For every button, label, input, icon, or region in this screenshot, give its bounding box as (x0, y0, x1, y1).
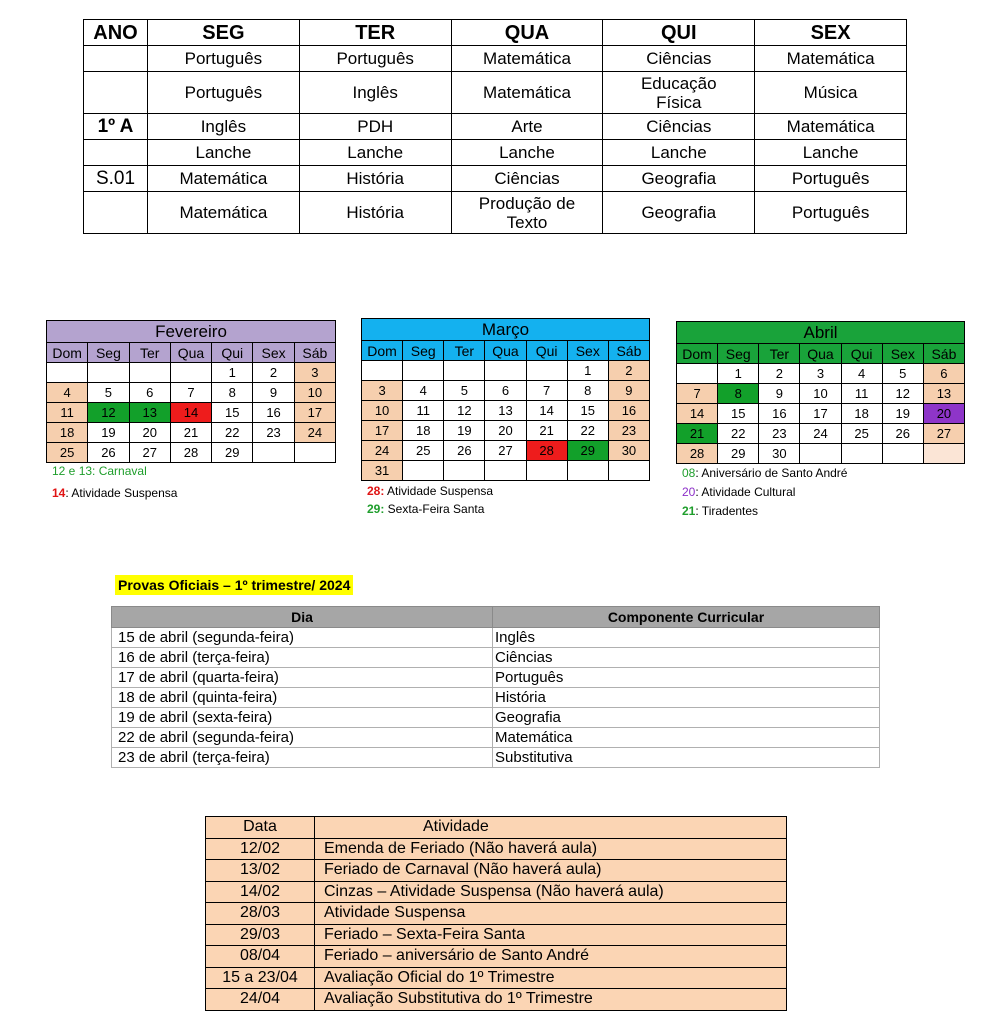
schedule-cell: Ciências (603, 46, 755, 72)
day-cell: 6 (485, 381, 526, 401)
exam-row (112, 748, 880, 768)
calendar-week (47, 403, 336, 423)
activities-table (205, 816, 787, 1011)
day-cell: 15 (567, 401, 608, 421)
day-cell: 12 (882, 384, 923, 404)
calendar-week (47, 443, 336, 463)
calendar-week (47, 363, 336, 383)
schedule-header-seg: SEG (148, 20, 300, 46)
activity-row (206, 924, 787, 946)
day-cell-holiday: 29 (567, 441, 608, 461)
schedule-cell: Inglês (148, 114, 300, 140)
day-cell: 10 (362, 401, 403, 421)
activities-header-row (206, 817, 787, 839)
day-cell: 1 (567, 361, 608, 381)
calendar-week (362, 381, 650, 401)
day-cell-suspended: 28 (526, 441, 567, 461)
day-cell-holiday: 12 (88, 403, 129, 423)
day-cell: 8 (212, 383, 253, 403)
weekday-header: Seg (88, 343, 129, 363)
schedule-cell: PDH (299, 114, 451, 140)
schedule-cell: Geografia (603, 166, 755, 192)
day-cell: 4 (841, 364, 882, 384)
schedule-cell: Ciências (451, 166, 603, 192)
activity-description: Atividade Suspensa (315, 903, 787, 925)
activity-row (206, 989, 787, 1011)
note-text: Sexta-Feira Santa (384, 502, 485, 516)
schedule-row-label (84, 72, 148, 114)
schedule-cell: Matemática (148, 166, 300, 192)
calendar-note (682, 504, 758, 518)
exams-title: Provas Oficiais – 1º trimestre/ 2024 (115, 575, 353, 595)
day-cell: 14 (526, 401, 567, 421)
room-label: S.01 (84, 166, 148, 192)
note-key: 12 e 13 (52, 464, 93, 478)
weekday-header: Sex (882, 344, 923, 364)
day-cell (294, 443, 335, 463)
exam-row (112, 628, 880, 648)
schedule-cell: Lanche (755, 140, 907, 166)
schedule-cell: Lanche (603, 140, 755, 166)
exam-row (112, 708, 880, 728)
day-cell: 24 (294, 423, 335, 443)
weekday-header: Sáb (608, 341, 649, 361)
schedule-row (84, 72, 907, 114)
weekday-header: Sáb (923, 344, 964, 364)
note-text: : Atividade Suspensa (65, 486, 178, 500)
schedule-cell: Português (755, 192, 907, 234)
calendar-week (362, 361, 650, 381)
day-cell: 27 (923, 424, 964, 444)
day-cell: 23 (759, 424, 800, 444)
day-cell: 5 (882, 364, 923, 384)
day-cell: 4 (403, 381, 444, 401)
note-key: 21 (682, 504, 696, 518)
activity-description: Avaliação Oficial do 1º Trimestre (315, 967, 787, 989)
day-cell (129, 363, 170, 383)
day-cell (444, 461, 485, 481)
day-cell (526, 461, 567, 481)
day-cell: 13 (923, 384, 964, 404)
schedule-row (84, 140, 907, 166)
activities-header-activity: Atividade (315, 817, 787, 839)
activity-date: 28/03 (206, 903, 315, 925)
day-cell (47, 363, 88, 383)
weekday-header: Qui (841, 344, 882, 364)
exam-day: 19 de abril (sexta-feira) (112, 708, 493, 728)
activity-date: 15 a 23/04 (206, 967, 315, 989)
schedule-header-ter: TER (299, 20, 451, 46)
day-cell: 23 (253, 423, 294, 443)
day-cell (567, 461, 608, 481)
schedule-cell: Matemática (755, 46, 907, 72)
exams-header-row (112, 607, 880, 628)
activity-row (206, 838, 787, 860)
schedule-row-label (84, 46, 148, 72)
note-text: : Tiradentes (695, 504, 759, 518)
day-cell: 9 (253, 383, 294, 403)
activity-row (206, 946, 787, 968)
activity-date: 13/02 (206, 860, 315, 882)
calendar-week (677, 384, 965, 404)
schedule-cell: Inglês (299, 72, 451, 114)
day-cell (485, 361, 526, 381)
day-cell (170, 363, 211, 383)
day-cell: 7 (526, 381, 567, 401)
day-cell: 25 (403, 441, 444, 461)
exam-subject: Geografia (493, 708, 880, 728)
day-cell-holiday: 8 (718, 384, 759, 404)
calendar-note (367, 502, 484, 516)
day-cell: 29 (212, 443, 253, 463)
day-cell: 9 (608, 381, 649, 401)
day-cell (362, 361, 403, 381)
calendar-week (677, 364, 965, 384)
weekday-header: Qui (212, 343, 253, 363)
day-cell: 22 (718, 424, 759, 444)
day-cell: 12 (444, 401, 485, 421)
day-cell: 30 (608, 441, 649, 461)
schedule-header-qua: QUA (451, 20, 603, 46)
day-cell: 29 (718, 444, 759, 464)
weekday-header: Sex (253, 343, 294, 363)
note-key: 08 (682, 466, 696, 480)
day-cell: 2 (759, 364, 800, 384)
weekday-header: Qua (800, 344, 841, 364)
exam-day: 17 de abril (quarta-feira) (112, 668, 493, 688)
day-cell: 16 (608, 401, 649, 421)
weekday-header: Dom (47, 343, 88, 363)
day-cell: 21 (526, 421, 567, 441)
activity-date: 12/02 (206, 838, 315, 860)
schedule-cell: Lanche (148, 140, 300, 166)
day-cell: 15 (212, 403, 253, 423)
day-cell (485, 461, 526, 481)
note-key: 20 (682, 485, 696, 499)
weekday-header: Seg (718, 344, 759, 364)
schedule-cell: Matemática (451, 46, 603, 72)
note-text: Atividade Suspensa (384, 484, 494, 498)
calendar-april (676, 321, 965, 464)
weekday-header: Sex (567, 341, 608, 361)
schedule-row-label (84, 140, 148, 166)
day-cell: 19 (444, 421, 485, 441)
schedule-cell: Português (148, 72, 300, 114)
weekday-header: Seg (403, 341, 444, 361)
activity-description: Feriado – Sexta-Feira Santa (315, 924, 787, 946)
activity-description: Feriado de Carnaval (Não haverá aula) (315, 860, 787, 882)
day-cell: 27 (485, 441, 526, 461)
day-cell: 5 (88, 383, 129, 403)
day-cell: 17 (294, 403, 335, 423)
schedule-cell: Lanche (299, 140, 451, 166)
exam-subject: Inglês (493, 628, 880, 648)
day-cell: 2 (608, 361, 649, 381)
schedule-cell: Matemática (755, 114, 907, 140)
exam-day: 18 de abril (quinta-feira) (112, 688, 493, 708)
exam-subject: Substitutiva (493, 748, 880, 768)
activity-row (206, 881, 787, 903)
schedule-header-ano: ANO (84, 20, 148, 46)
day-cell: 25 (841, 424, 882, 444)
schedule-header-sex: SEX (755, 20, 907, 46)
activity-description: Feriado – aniversário de Santo André (315, 946, 787, 968)
day-cell: 25 (47, 443, 88, 463)
calendar-week (677, 424, 965, 444)
day-cell: 11 (841, 384, 882, 404)
day-cell: 19 (882, 404, 923, 424)
day-cell: 31 (362, 461, 403, 481)
day-cell: 18 (403, 421, 444, 441)
schedule-row (84, 46, 907, 72)
day-cell (253, 443, 294, 463)
day-cell (403, 461, 444, 481)
calendar-week (362, 401, 650, 421)
schedule-row (84, 114, 907, 140)
calendar-note (52, 486, 177, 500)
exam-day: 23 de abril (terça-feira) (112, 748, 493, 768)
activity-description: Cinzas – Atividade Suspensa (Não haverá aula) (315, 881, 787, 903)
weekday-header: Dom (362, 341, 403, 361)
month-title: Março (362, 319, 650, 341)
weekday-header: Qua (170, 343, 211, 363)
class-schedule-table (83, 19, 907, 234)
day-cell: 20 (485, 421, 526, 441)
day-cell: 11 (403, 401, 444, 421)
weekday-header: Qua (485, 341, 526, 361)
day-cell: 10 (800, 384, 841, 404)
exam-row (112, 728, 880, 748)
day-cell: 26 (882, 424, 923, 444)
schedule-cell: Música (755, 72, 907, 114)
day-cell (88, 363, 129, 383)
calendar-week (47, 383, 336, 403)
day-cell: 3 (362, 381, 403, 401)
schedule-cell: Português (299, 46, 451, 72)
day-cell (800, 444, 841, 464)
schedule-row (84, 192, 907, 234)
day-cell: 7 (677, 384, 718, 404)
day-cell: 4 (47, 383, 88, 403)
day-cell: 1 (212, 363, 253, 383)
activities-header-date: Data (206, 817, 315, 839)
exam-subject: Matemática (493, 728, 880, 748)
weekday-header: Ter (444, 341, 485, 361)
schedule-cell: Matemática (451, 72, 603, 114)
weekday-header: Ter (129, 343, 170, 363)
exam-subject: História (493, 688, 880, 708)
exam-day: 15 de abril (segunda-feira) (112, 628, 493, 648)
day-cell (608, 461, 649, 481)
note-key: 29: (367, 502, 385, 516)
schedule-cell: Produção de Texto (451, 192, 603, 234)
calendar-week (362, 421, 650, 441)
schedule-header-qui: QUI (603, 20, 755, 46)
weekday-header: Ter (759, 344, 800, 364)
day-cell: 23 (608, 421, 649, 441)
schedule-header-row (84, 20, 907, 46)
activity-row (206, 967, 787, 989)
day-cell: 20 (129, 423, 170, 443)
note-text: : Aniversário de Santo André (695, 466, 848, 480)
calendar-week (362, 461, 650, 481)
exam-day: 22 de abril (segunda-feira) (112, 728, 493, 748)
day-cell: 5 (444, 381, 485, 401)
calendar-note (682, 466, 847, 480)
calendar-week (677, 404, 965, 424)
schedule-cell: Arte (451, 114, 603, 140)
activity-date: 24/04 (206, 989, 315, 1011)
schedule-cell: Educação Física (603, 72, 755, 114)
schedule-cell: Ciências (603, 114, 755, 140)
note-text: : Atividade Cultural (695, 485, 796, 499)
calendar-february (46, 320, 336, 463)
day-cell: 21 (170, 423, 211, 443)
day-cell (882, 444, 923, 464)
day-cell (403, 361, 444, 381)
calendar-week (677, 444, 965, 464)
weekday-header: Dom (677, 344, 718, 364)
month-title: Abril (677, 322, 965, 344)
note-key: 14 (52, 486, 66, 500)
activity-description: Avaliação Substitutiva do 1º Trimestre (315, 989, 787, 1011)
day-cell: 10 (294, 383, 335, 403)
day-cell: 18 (47, 423, 88, 443)
day-cell: 9 (759, 384, 800, 404)
day-cell (444, 361, 485, 381)
day-cell-suspended: 14 (170, 403, 211, 423)
day-cell (923, 444, 964, 464)
day-cell-holiday: 13 (129, 403, 170, 423)
day-cell: 15 (718, 404, 759, 424)
note-text: : Carnaval (92, 464, 147, 478)
day-cell: 26 (444, 441, 485, 461)
day-cell: 19 (88, 423, 129, 443)
day-cell: 28 (170, 443, 211, 463)
calendar-note (682, 485, 795, 499)
day-cell-holiday: 21 (677, 424, 718, 444)
day-cell: 16 (253, 403, 294, 423)
activity-row (206, 860, 787, 882)
schedule-cell: História (299, 166, 451, 192)
exams-header-subject: Componente Curricular (493, 607, 880, 628)
day-cell: 3 (294, 363, 335, 383)
day-cell: 18 (841, 404, 882, 424)
weekday-header: Sáb (294, 343, 335, 363)
day-cell: 17 (362, 421, 403, 441)
day-cell: 13 (485, 401, 526, 421)
schedule-cell: Geografia (603, 192, 755, 234)
exam-subject: Ciências (493, 648, 880, 668)
day-cell: 14 (677, 404, 718, 424)
day-cell: 28 (677, 444, 718, 464)
calendar-march (361, 318, 650, 481)
day-cell: 1 (718, 364, 759, 384)
day-cell: 8 (567, 381, 608, 401)
day-cell: 22 (212, 423, 253, 443)
exam-row (112, 688, 880, 708)
weekday-header: Qui (526, 341, 567, 361)
day-cell: 24 (362, 441, 403, 461)
day-cell: 6 (129, 383, 170, 403)
exams-header-day: Dia (112, 607, 493, 628)
exams-table (111, 606, 880, 768)
day-cell: 26 (88, 443, 129, 463)
activity-date: 29/03 (206, 924, 315, 946)
day-cell: 17 (800, 404, 841, 424)
schedule-row (84, 166, 907, 192)
calendar-note (367, 484, 493, 498)
activity-row (206, 903, 787, 925)
calendar-note (52, 464, 147, 478)
day-cell (526, 361, 567, 381)
activity-date: 14/02 (206, 881, 315, 903)
activity-description: Emenda de Feriado (Não haverá aula) (315, 838, 787, 860)
class-name-label: 1º A (84, 114, 148, 140)
calendar-week (47, 423, 336, 443)
day-cell: 24 (800, 424, 841, 444)
day-cell: 27 (129, 443, 170, 463)
day-cell: 22 (567, 421, 608, 441)
schedule-cell: Português (148, 46, 300, 72)
day-cell: 16 (759, 404, 800, 424)
day-cell (677, 364, 718, 384)
day-cell: 11 (47, 403, 88, 423)
day-cell: 6 (923, 364, 964, 384)
schedule-row-label (84, 192, 148, 234)
day-cell: 30 (759, 444, 800, 464)
day-cell-cultural: 20 (923, 404, 964, 424)
schedule-cell: História (299, 192, 451, 234)
note-key: 28: (367, 484, 385, 498)
schedule-cell: Lanche (451, 140, 603, 166)
exam-subject: Português (493, 668, 880, 688)
exam-row (112, 668, 880, 688)
day-cell: 7 (170, 383, 211, 403)
exam-day: 16 de abril (terça-feira) (112, 648, 493, 668)
day-cell (841, 444, 882, 464)
month-title: Fevereiro (47, 321, 336, 343)
exam-row (112, 648, 880, 668)
day-cell: 2 (253, 363, 294, 383)
calendar-week (362, 441, 650, 461)
schedule-cell: Matemática (148, 192, 300, 234)
schedule-cell: Português (755, 166, 907, 192)
day-cell: 3 (800, 364, 841, 384)
activity-date: 08/04 (206, 946, 315, 968)
